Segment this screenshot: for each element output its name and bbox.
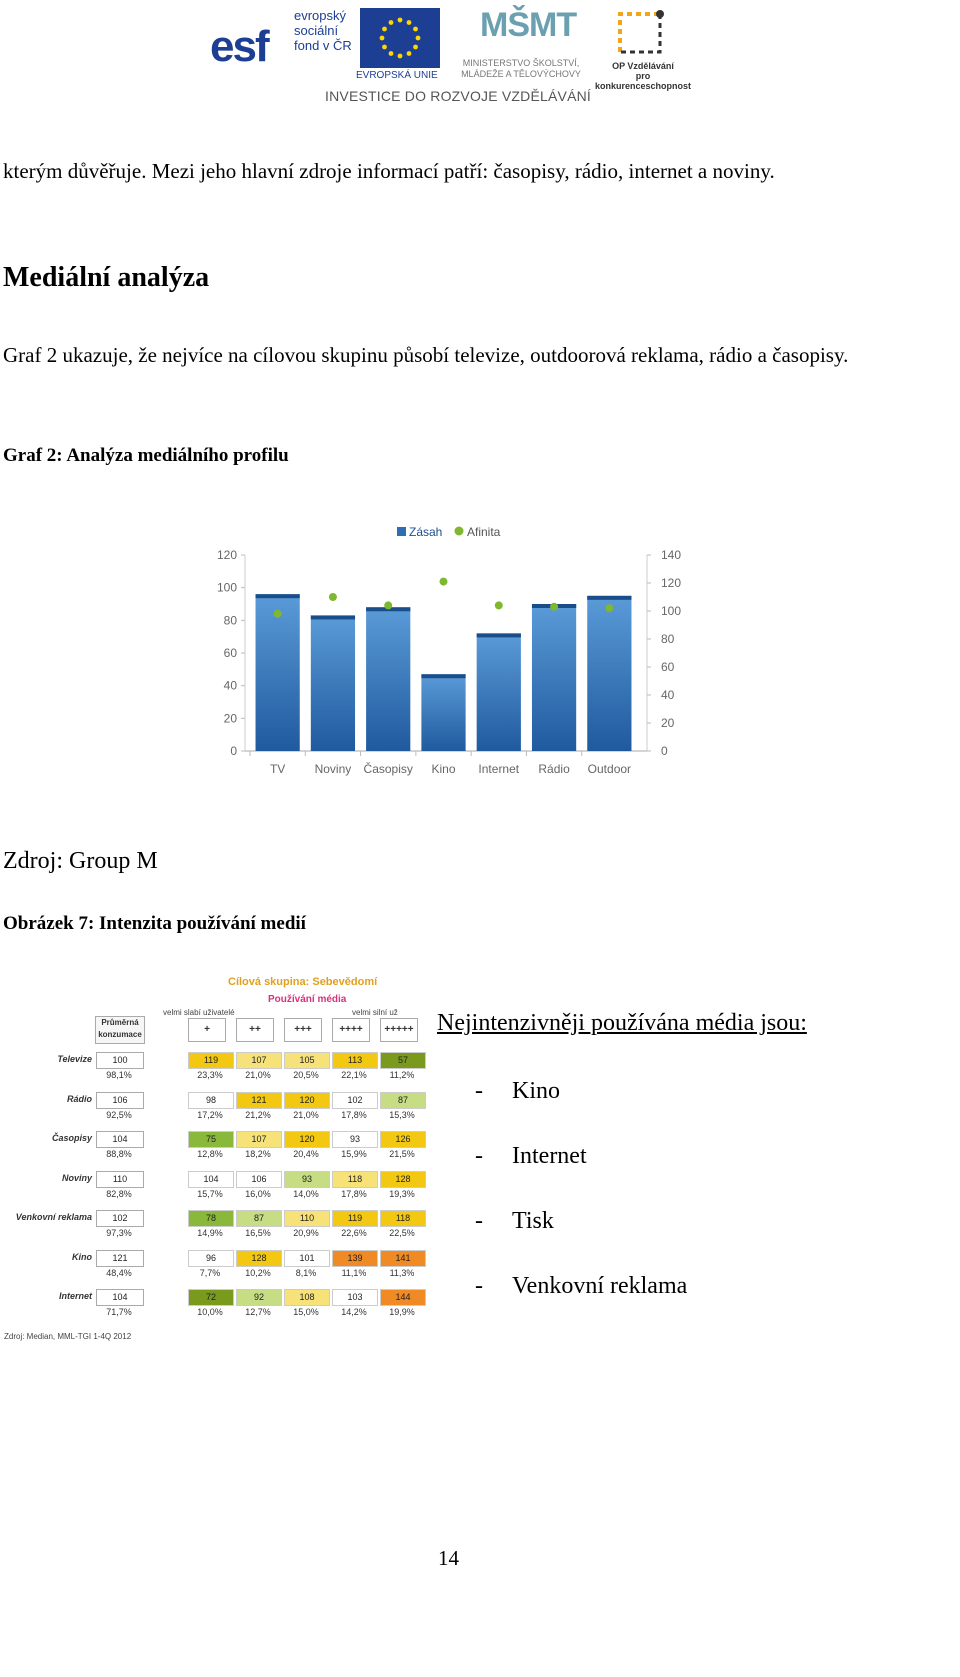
table-cell: 78 <box>188 1210 234 1227</box>
avg-value: 121 <box>96 1250 144 1267</box>
table-title: Cílová skupina: Sebevědomí <box>228 976 378 988</box>
y-right-tick-label: 40 <box>661 688 675 702</box>
cell-percent: 22,5% <box>389 1228 415 1238</box>
bar-top-noviny <box>311 615 355 619</box>
row-label: Kino <box>72 1251 92 1262</box>
avg-consumption-header: Průměrná konzumace <box>95 1016 145 1044</box>
bar-rádio <box>532 604 576 751</box>
cell-percent: 11,2% <box>389 1070 415 1080</box>
table-cell: 75 <box>188 1131 234 1148</box>
table-cell: 92 <box>236 1289 282 1306</box>
table-cell: 121 <box>236 1092 282 1109</box>
point-afinita-časopisy <box>384 601 392 609</box>
x-tick-label: Rádio <box>538 762 570 776</box>
x-tick-label: Časopisy <box>363 762 413 776</box>
level-header: +++++ <box>380 1018 418 1042</box>
cell-percent: 12,8% <box>197 1149 223 1159</box>
y-right-tick-label: 140 <box>661 548 682 562</box>
table-cell: 141 <box>380 1250 426 1267</box>
chart-bars <box>256 594 632 751</box>
bar-časopisy <box>366 607 410 751</box>
table-cell: 139 <box>332 1250 378 1267</box>
x-tick-label: TV <box>269 762 286 776</box>
list-item: Tisk <box>512 1208 554 1234</box>
list-bullet: - <box>475 1273 483 1299</box>
x-tick-label: Kino <box>431 762 456 776</box>
table-cell: 105 <box>284 1052 330 1069</box>
avg-percent: 88,8% <box>106 1149 132 1159</box>
table-cell: 126 <box>380 1131 426 1148</box>
avg-percent: 48,4% <box>106 1267 132 1278</box>
bar-noviny <box>311 615 355 751</box>
bar-outdoor <box>587 596 631 751</box>
point-afinita-outdoor <box>605 604 613 612</box>
media-intensity-table <box>0 970 430 1350</box>
legend-swatch-afinita <box>455 527 464 536</box>
media-profile-chart <box>195 515 705 790</box>
table-cell: 113 <box>332 1052 378 1069</box>
msmt-logo: MŠMT <box>480 6 577 44</box>
cell-percent: 20,4% <box>293 1149 319 1159</box>
x-tick-label: Internet <box>478 762 520 776</box>
eu-flag-icon <box>360 8 440 68</box>
row-label: Noviny <box>61 1172 92 1183</box>
table-cell: 93 <box>284 1171 330 1188</box>
table-cell: 118 <box>380 1210 426 1227</box>
table-cell: 119 <box>332 1210 378 1227</box>
cell-percent: 7,7% <box>199 1267 221 1278</box>
chart-category-labels <box>270 761 631 776</box>
cell-percent: 21,2% <box>245 1109 271 1120</box>
table-cell: 108 <box>284 1289 330 1306</box>
page-number: 14 <box>438 1546 459 1570</box>
list-bullet: - <box>475 1208 483 1234</box>
cell-percent: 11,1% <box>341 1267 367 1278</box>
avg-value: 100 <box>96 1052 144 1069</box>
avg-value: 104 <box>96 1131 144 1148</box>
y-right-tick-label: 80 <box>661 632 675 646</box>
cell-percent: 20,5% <box>293 1070 319 1080</box>
section-heading: Mediální analýza <box>3 262 210 293</box>
row-label: Internet <box>58 1291 92 1301</box>
point-afinita-internet <box>495 601 503 609</box>
table-cell: 103 <box>332 1289 378 1306</box>
msmt-caption: MINISTERSTVO ŠKOLSTVÍ, MLÁDEŽE A TĚLOVÝCHOVY <box>461 58 581 79</box>
table-cell: 101 <box>284 1250 330 1267</box>
cell-percent: 10,0% <box>197 1307 223 1317</box>
y-left-tick-label: 0 <box>230 744 237 758</box>
avg-percent: 97,3% <box>106 1228 132 1238</box>
avg-percent: 98,1% <box>106 1070 132 1080</box>
cell-percent: 21,5% <box>389 1149 415 1159</box>
bar-top-outdoor <box>587 596 631 600</box>
table-cell: 87 <box>236 1210 282 1227</box>
table-cell: 120 <box>284 1092 330 1109</box>
cell-percent: 20,9% <box>293 1228 319 1238</box>
figure-caption: Obrázek 7: Intenzita používání medií <box>3 913 306 934</box>
cell-percent: 17,8% <box>341 1188 367 1199</box>
cell-percent: 10,2% <box>245 1267 271 1278</box>
y-left-tick-label: 20 <box>223 711 237 726</box>
cell-percent: 8,1% <box>295 1267 317 1278</box>
list-item: Venkovní reklama <box>512 1273 688 1299</box>
table-cell: 128 <box>380 1171 426 1188</box>
bar-top-kino <box>421 674 465 678</box>
y-right-tick-label: 100 <box>661 604 682 618</box>
avg-percent: 92,5% <box>106 1109 132 1120</box>
bar-top-internet <box>477 633 521 637</box>
row-label: Časopisy <box>51 1133 92 1143</box>
header-logos <box>210 0 700 112</box>
avg-value: 110 <box>96 1171 144 1188</box>
table-cell: 102 <box>332 1092 378 1109</box>
table-cell: 87 <box>380 1092 426 1109</box>
level-header: + <box>188 1018 226 1042</box>
cell-percent: 19,9% <box>389 1307 415 1317</box>
y-left-tick-label: 80 <box>223 613 237 628</box>
y-left-tick-label: 100 <box>216 580 237 595</box>
list-title: Nejintenzivněji používána média jsou: <box>437 1010 807 1036</box>
table-cell: 98 <box>188 1092 234 1109</box>
cell-percent: 17,8% <box>341 1109 367 1120</box>
cell-percent: 15,7% <box>197 1188 223 1199</box>
table-cell: 120 <box>284 1131 330 1148</box>
cell-percent: 19,3% <box>389 1188 415 1199</box>
cell-percent: 23,3% <box>197 1070 223 1080</box>
cell-percent: 16,0% <box>245 1188 271 1199</box>
row-label: Televize <box>57 1054 92 1064</box>
list-item: Internet <box>512 1143 587 1169</box>
cell-percent: 17,2% <box>197 1109 223 1120</box>
esf-caption: evropský sociální fond v ČR <box>294 8 352 53</box>
cell-percent: 22,1% <box>341 1070 367 1080</box>
list-bullet: - <box>475 1143 483 1169</box>
list-bullet: - <box>475 1078 483 1104</box>
strong-users-label: velmi silní už <box>352 1008 398 1017</box>
point-afinita-noviny <box>329 593 337 601</box>
y-right-tick-label: 20 <box>661 716 675 730</box>
table-cell: 144 <box>380 1289 426 1306</box>
bar-top-tv <box>256 594 300 598</box>
table-cell: 106 <box>236 1171 282 1188</box>
op-caption: OP Vzdělávání pro konkurenceschopnost <box>594 61 692 91</box>
avg-value: 102 <box>96 1210 144 1227</box>
level-header: ++ <box>236 1018 274 1042</box>
weak-users-label: velmi slabí uživatelé <box>163 1008 235 1017</box>
avg-value: 104 <box>96 1289 144 1306</box>
cell-percent: 14,0% <box>293 1188 319 1199</box>
eu-caption: EVROPSKÁ UNIE <box>356 70 438 81</box>
table-cell: 110 <box>284 1210 330 1227</box>
avg-percent: 71,7% <box>106 1307 132 1317</box>
avg-value: 106 <box>96 1092 144 1109</box>
bar-internet <box>477 633 521 751</box>
table-cell: 96 <box>188 1250 234 1267</box>
y-right-tick-label: 0 <box>661 744 668 758</box>
row-label: Rádio <box>66 1093 92 1104</box>
cell-percent: 18,2% <box>245 1149 271 1159</box>
y-right-tick-label: 120 <box>661 576 682 590</box>
bar-kino <box>421 674 465 751</box>
y-right-tick-label: 60 <box>661 660 675 674</box>
table-cell: 118 <box>332 1171 378 1188</box>
table-cell: 128 <box>236 1250 282 1267</box>
table-cell: 107 <box>236 1052 282 1069</box>
legend-swatch-zasah <box>397 527 406 536</box>
table-cell: 93 <box>332 1131 378 1148</box>
x-tick-label: Outdoor <box>587 762 632 776</box>
op-vzdelavani-logo-icon <box>610 4 670 60</box>
cell-percent: 14,9% <box>197 1228 223 1238</box>
cell-percent: 21,0% <box>293 1109 319 1120</box>
chart-caption: Graf 2: Analýza mediálního profilu <box>3 445 289 466</box>
chart-legend <box>397 525 501 539</box>
cell-percent: 15,3% <box>389 1109 415 1120</box>
investice-tagline: INVESTICE DO ROZVOJE VZDĚLÁVÁNÍ <box>325 88 592 104</box>
chart-source: Zdroj: Group M <box>3 848 158 874</box>
level-header: ++++ <box>332 1018 370 1042</box>
esf-logo: esf <box>210 22 268 71</box>
cell-percent: 16,5% <box>245 1228 271 1238</box>
cell-percent: 21,0% <box>245 1070 271 1080</box>
y-left-tick-label: 120 <box>216 548 237 562</box>
legend-label-zasah: Zásah <box>409 525 443 539</box>
x-tick-label: Noviny <box>314 762 352 776</box>
y-left-tick-label: 60 <box>223 646 237 660</box>
table-cell: 119 <box>188 1052 234 1069</box>
table-source: Zdroj: Median, MML-TGI 1-4Q 2012 <box>4 1332 132 1341</box>
table-cell: 107 <box>236 1131 282 1148</box>
table-cell: 57 <box>380 1052 426 1069</box>
row-label: Venkovní reklama <box>15 1212 92 1222</box>
paragraph-2: Graf 2 ukazuje, že nejvíce na cílovou skupinu působí televize, outdoorová reklama, rádio a časopisy. <box>3 343 849 367</box>
cell-percent: 12,7% <box>245 1307 271 1317</box>
cell-percent: 15,9% <box>341 1149 367 1159</box>
point-afinita-rádio <box>550 603 558 611</box>
table-subtitle: Používání média <box>268 994 347 1005</box>
table-cell: 104 <box>188 1171 234 1188</box>
cell-percent: 15,0% <box>293 1307 319 1317</box>
point-afinita-kino <box>440 578 448 586</box>
legend-label-afinita: Afinita <box>467 525 501 539</box>
cell-percent: 11,3% <box>389 1267 415 1278</box>
point-afinita-tv <box>274 610 282 618</box>
cell-percent: 14,2% <box>341 1307 367 1317</box>
paragraph-1: kterým důvěřuje. Mezi jeho hlavní zdroje informací patří: časopisy, rádio, internet a noviny. <box>3 159 775 183</box>
list-item: Kino <box>512 1078 560 1104</box>
avg-percent: 82,8% <box>106 1188 132 1199</box>
cell-percent: 22,6% <box>341 1228 367 1238</box>
table-cell: 72 <box>188 1289 234 1306</box>
y-left-tick-label: 40 <box>223 678 237 693</box>
level-header: +++ <box>284 1018 322 1042</box>
